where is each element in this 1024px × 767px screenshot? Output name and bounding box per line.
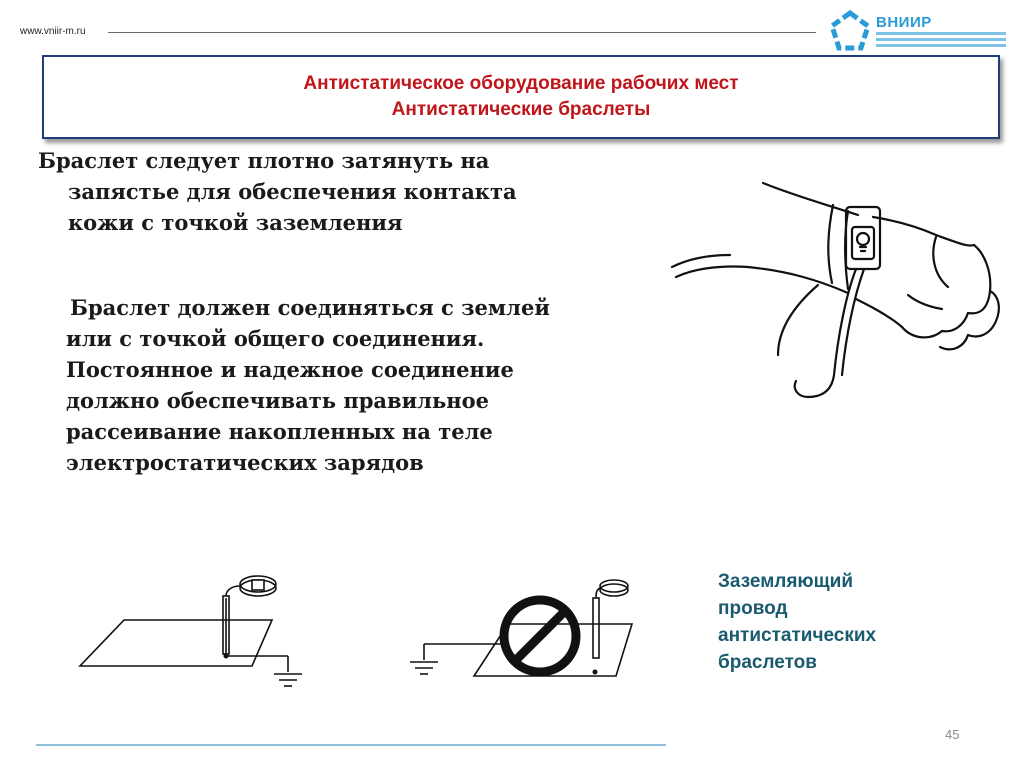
caption-line: провод <box>718 598 788 619</box>
header-divider <box>108 32 816 33</box>
logo <box>826 8 1016 58</box>
caption-line: Заземляющий <box>718 571 854 592</box>
title-box <box>42 55 1000 139</box>
paragraph-2-line: Браслет должен соединяться с землей <box>70 295 550 320</box>
paragraph-1-line: запястье для обеспечения контакта <box>68 179 517 204</box>
paragraph-2-line: или с точкой общего соединения. <box>66 326 485 351</box>
paragraph-1 <box>38 145 638 238</box>
caption-line: браслетов <box>718 652 817 673</box>
site-url[interactable]: www.vniir-m.ru <box>20 26 86 37</box>
prohibited-grounding-icon <box>404 576 640 696</box>
title-line-1: Антистатическое оборудование рабочих мест <box>303 73 739 94</box>
caption-line: антистатических <box>718 625 877 646</box>
paragraph-2-line: рассеивание накопленных на теле <box>66 419 493 444</box>
title-line-2: Антистатические браслеты <box>391 99 651 120</box>
paragraph-2 <box>66 292 676 478</box>
paragraph-1-line: Браслет следует плотно затянуть на <box>38 148 490 173</box>
logo-pentagon-icon <box>828 10 872 54</box>
paragraph-1-line: кожи с точкой заземления <box>68 210 403 235</box>
paragraph-2-line: электростатических зарядов <box>66 450 424 475</box>
logo-subtitle-lines <box>876 32 1006 50</box>
grounded-mat-icon <box>76 568 308 696</box>
logo-name: ВНИИР <box>876 14 932 31</box>
paragraph-2-line: Постоянное и надежное соединение <box>66 357 514 382</box>
footer-divider <box>36 744 666 746</box>
illustration-caption <box>718 568 876 676</box>
paragraph-2-line: должно обеспечивать правильное <box>66 388 489 413</box>
hand-with-wrist-strap-icon <box>668 175 1020 405</box>
page-number: 45 <box>945 727 960 742</box>
